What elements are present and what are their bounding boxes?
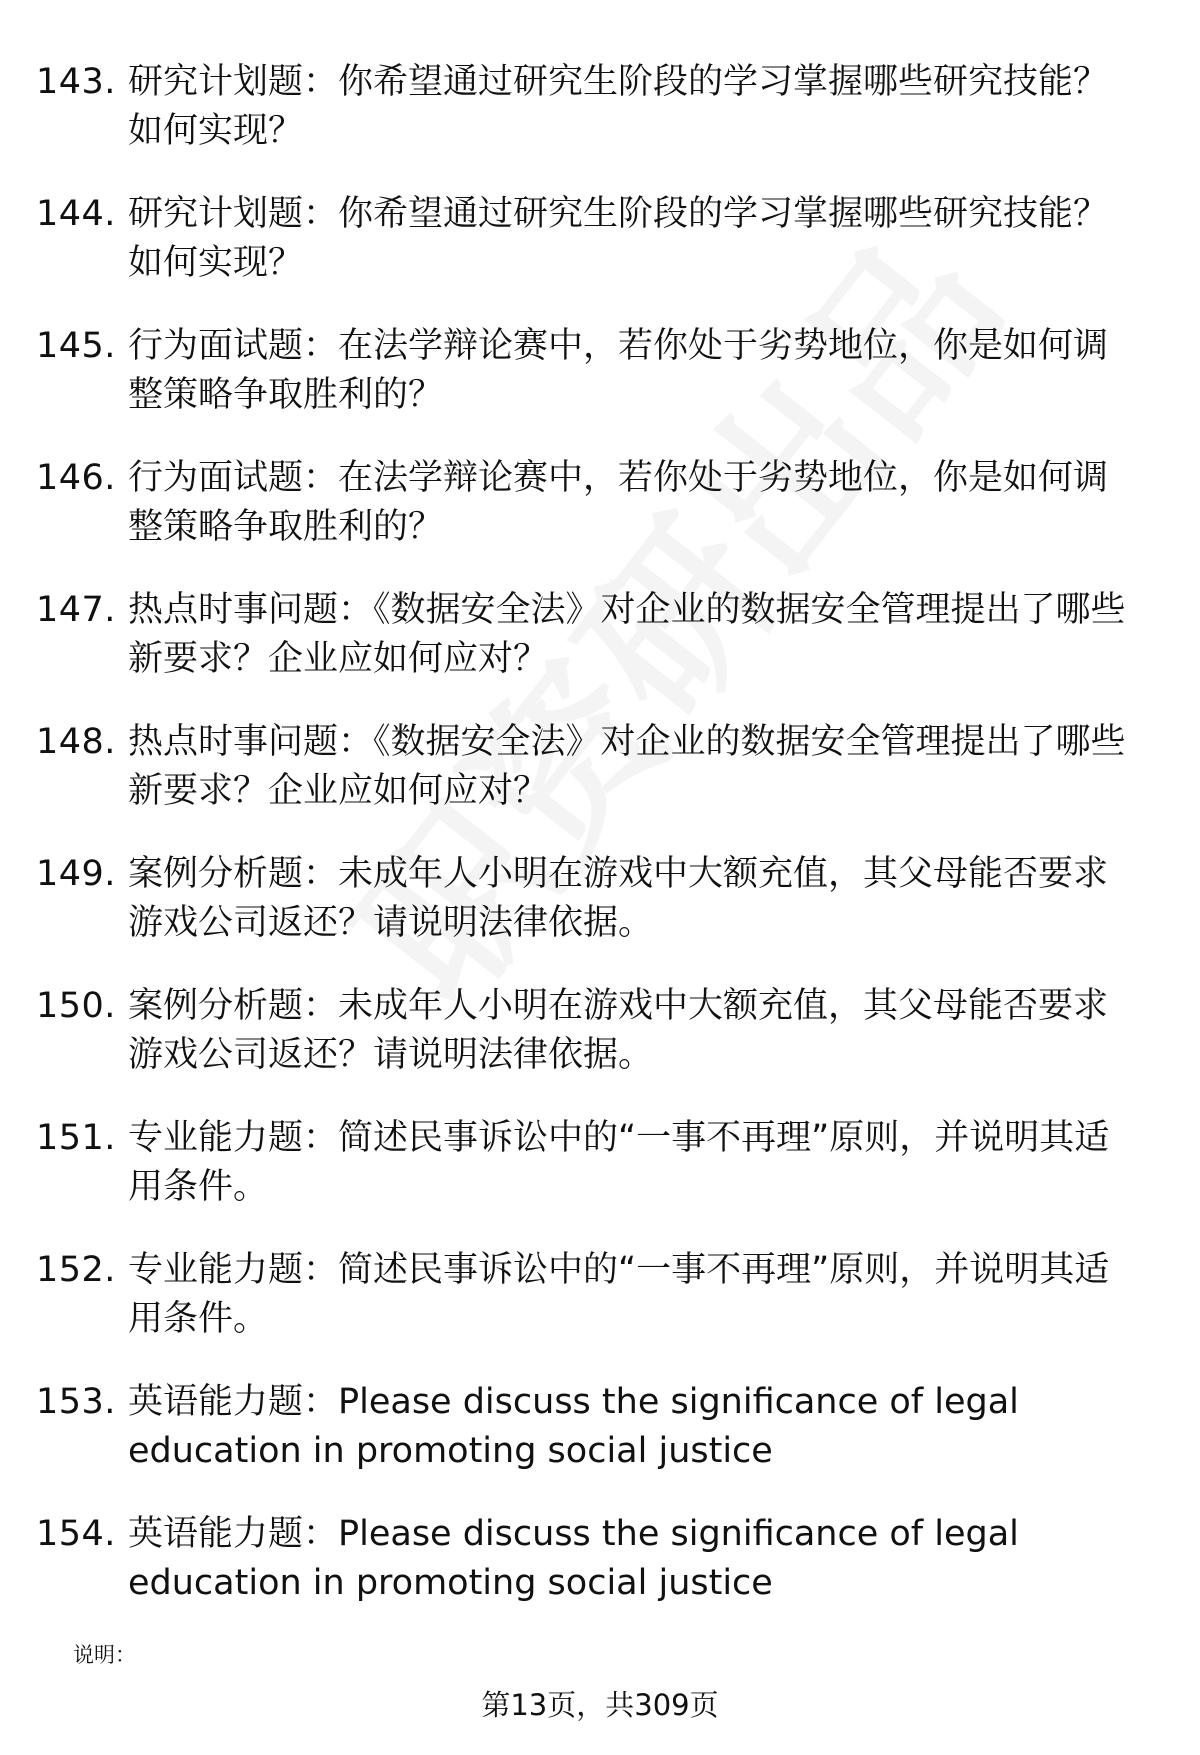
question-number: 152. [36,1250,116,1290]
question-category: 专业能力题： [128,1118,339,1158]
question-number: 153. [36,1382,116,1422]
question-text [128,1114,1143,1212]
question-number: 143. [36,62,116,102]
list-item [36,1246,1156,1378]
question-text [128,58,1143,156]
list-item [36,586,1156,718]
question-text [128,1246,1143,1344]
question-body: 未成年人小明在游戏中大额充值，其父母能否要求游戏公司返还？请说明法律依据。 [128,986,1109,1075]
question-body: Please discuss the significance of legal education in promoting social justice [128,1514,1019,1603]
question-body: 简述民事诉讼中的“一事不再理”原则，并说明其适用条件。 [128,1118,1110,1207]
list-item [36,1510,1156,1642]
question-body: 《数据安全法》对企业的数据安全管理提出了哪些新要求？企业应如何应对？ [128,722,1126,811]
question-text [128,982,1143,1080]
question-text [128,718,1143,816]
question-body: 在法学辩论赛中，若你处于劣势地位，你是如何调整策略争取胜利的？ [128,458,1109,547]
question-text [128,190,1143,288]
list-item [36,322,1156,454]
question-body: Please discuss the significance of legal education in promoting social justice [128,1382,1019,1471]
question-category: 案例分析题： [128,854,339,894]
question-text [128,850,1143,948]
page-number: 第13页，共309页 [481,1688,719,1722]
question-text [128,1510,1143,1608]
question-category: 研究计划题： [128,194,339,234]
question-body: 未成年人小明在游戏中大额充值，其父母能否要求游戏公司返还？请说明法律依据。 [128,854,1109,943]
list-item [36,850,1156,982]
question-number: 148. [36,722,116,762]
question-category: 研究计划题： [128,62,339,102]
question-body: 《数据安全法》对企业的数据安全管理提出了哪些新要求？企业应如何应对？ [128,590,1126,679]
list-item [36,190,1156,322]
question-number: 145. [36,326,116,366]
question-text [128,586,1143,684]
list-item [36,1114,1156,1246]
question-category: 英语能力题： [128,1382,339,1422]
question-number: 146. [36,458,116,498]
list-item [36,718,1156,850]
question-category: 行为面试题： [128,326,339,366]
question-category: 热点时事问题： [128,590,374,630]
question-body: 你希望通过研究生阶段的学习掌握哪些研究技能？如何实现？ [128,62,1109,151]
question-text [128,1378,1143,1476]
question-category: 行为面试题： [128,458,339,498]
question-number: 147. [36,590,116,630]
list-item [36,982,1156,1114]
question-category: 案例分析题： [128,986,339,1026]
footnote-label: 说明： [73,1643,136,1667]
question-body: 你希望通过研究生阶段的学习掌握哪些研究技能？如何实现？ [128,194,1109,283]
question-category: 热点时事问题： [128,722,374,762]
list-item [36,454,1156,586]
question-text [128,454,1143,552]
list-item [36,1378,1156,1510]
question-body: 简述民事诉讼中的“一事不再理”原则，并说明其适用条件。 [128,1250,1110,1339]
question-number: 144. [36,194,116,234]
question-text [128,322,1143,420]
question-list [36,58,1156,1642]
question-number: 149. [36,854,116,894]
question-number: 151. [36,1118,116,1158]
question-body: 在法学辩论赛中，若你处于劣势地位，你是如何调整策略争取胜利的？ [128,326,1109,415]
question-category: 专业能力题： [128,1250,339,1290]
question-number: 154. [36,1514,116,1554]
question-category: 英语能力题： [128,1514,339,1554]
question-number: 150. [36,986,116,1026]
list-item [36,58,1156,190]
